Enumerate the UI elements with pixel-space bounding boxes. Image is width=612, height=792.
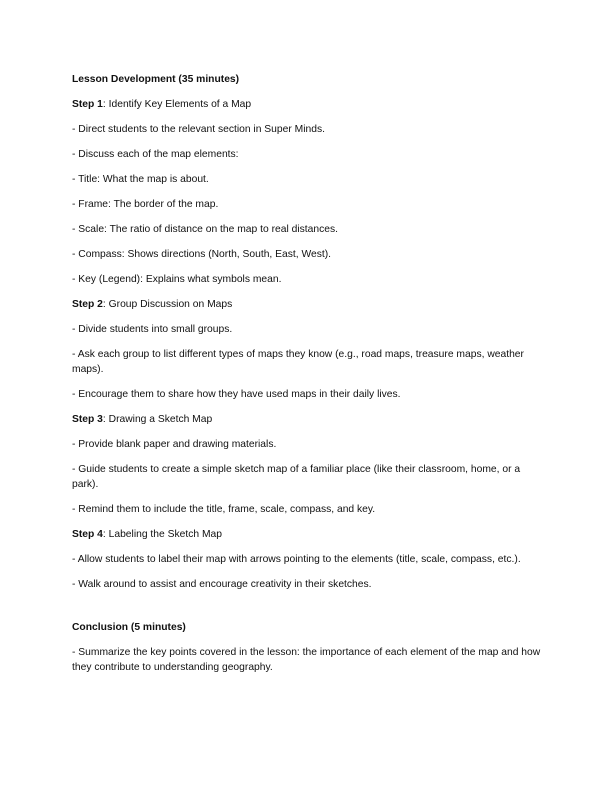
lesson-development-heading: Lesson Development (35 minutes): [72, 74, 240, 85]
step-3-heading: [72, 412, 542, 427]
step-3-item: - Provide blank paper and drawing materials.: [72, 439, 277, 450]
step-1-item: - Discuss each of the map elements:: [72, 149, 239, 160]
step-2-item: - Encourage them to share how they have used maps in their daily lives.: [72, 389, 401, 400]
step-1-title: : Identify Key Elements of a Map: [102, 99, 252, 110]
step-3-label: Step 3: [72, 414, 103, 425]
step-1-item: - Title: What the map is about.: [72, 174, 209, 185]
step-4-heading: [72, 527, 542, 542]
step-4-item: - Allow students to label their map with arrows pointing to the elements (title, scale, compass, etc.).: [72, 554, 521, 565]
step-2-item: - Ask each group to list different types of maps they know (e.g., road maps, treasure maps, weather maps).: [72, 349, 524, 375]
step-1-item: - Compass: Shows directions (North, South, East, West).: [72, 249, 332, 260]
conclusion-item: - Summarize the key points covered in the lesson: the importance of each element of the map and how they contribute to understanding geography.: [72, 647, 541, 673]
step-1-item: - Key (Legend): Explains what symbols mean.: [72, 274, 282, 285]
step-1-item: - Direct students to the relevant section in Super Minds.: [72, 124, 325, 135]
step-3-title: : Drawing a Sketch Map: [102, 414, 213, 425]
step-3-item: - Remind them to include the title, frame, scale, compass, and key.: [72, 504, 376, 515]
step-2-item: - Divide students into small groups.: [72, 324, 233, 335]
document-page: [72, 72, 542, 685]
step-2-heading: [72, 297, 542, 312]
step-4-title: : Labeling the Sketch Map: [102, 529, 222, 540]
step-3-item: - Guide students to create a simple sketch map of a familiar place (like their classroom, home, or a park).: [72, 464, 521, 490]
step-2-title: : Group Discussion on Maps: [102, 299, 233, 310]
step-1-heading: [72, 97, 542, 112]
step-1-label: Step 1: [72, 99, 103, 110]
step-4-label: Step 4: [72, 529, 103, 540]
step-1-item: - Frame: The border of the map.: [72, 199, 219, 210]
step-4-item: - Walk around to assist and encourage creativity in their sketches.: [72, 579, 372, 590]
conclusion-heading: Conclusion (5 minutes): [72, 622, 186, 633]
step-1-item: - Scale: The ratio of distance on the map to real distances.: [72, 224, 338, 235]
section-spacer: [72, 602, 542, 620]
step-2-label: Step 2: [72, 299, 103, 310]
